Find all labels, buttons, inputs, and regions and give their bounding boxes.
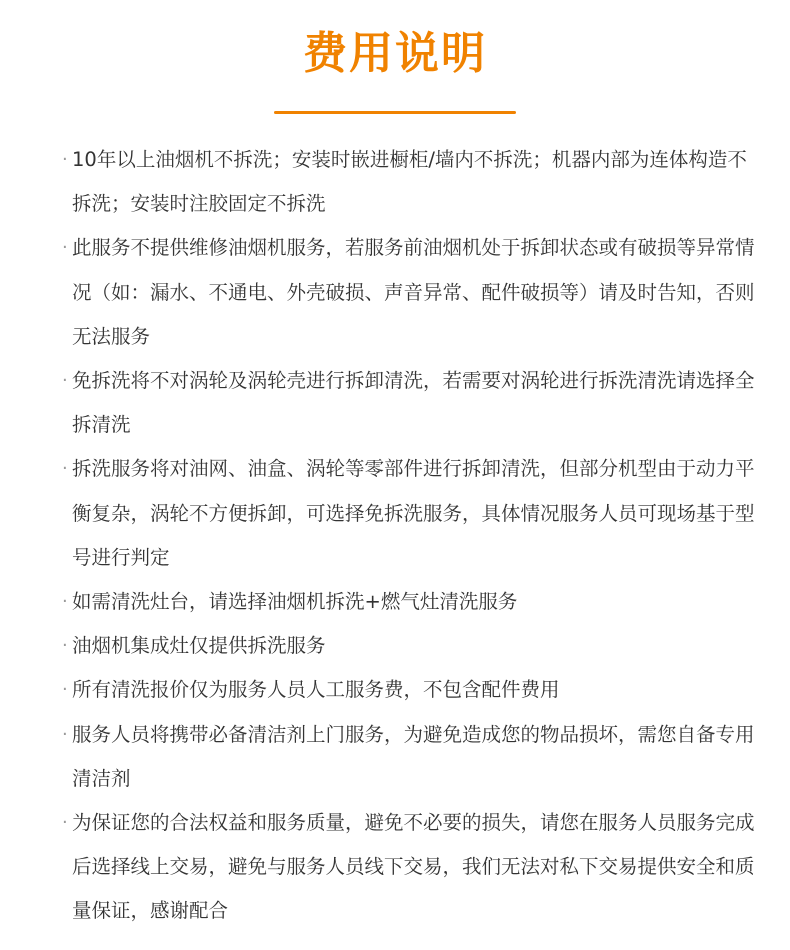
note-item: · 如需清洗灶台，请选择油烟机拆洗+燃气灶清洗服务	[62, 580, 762, 624]
page-title: 费用说明	[303, 28, 487, 79]
title-underline	[274, 111, 516, 114]
note-item: · 服务人员将携带必备清洁剂上门服务，为避免造成您的物品损坏，需您自备专用清洁剂	[62, 713, 762, 801]
note-item: · 拆洗服务将对油网、油盒、涡轮等零部件进行拆卸清洗，但部分机型由于动力平衡复杂，涡轮不方便拆卸，可选择免拆洗服务，具体情况服务人员可现场基于型号进行判定	[62, 447, 762, 580]
note-item: · 此服务不提供维修油烟机服务，若服务前油烟机处于拆卸状态或有破损等异常情况（如：漏水、不通电、外壳破损、声音异常、配件破损等）请及时告知，否则无法服务	[62, 226, 762, 359]
note-item: · 为保证您的合法权益和服务质量，避免不必要的损失，请您在服务人员服务完成后选择线上交易，避免与服务人员线下交易，我们无法对私下交易提供安全和质量保证，感谢配合	[62, 801, 762, 934]
note-item: · 10年以上油烟机不拆洗；安装时嵌进橱柜/墙内不拆洗；机器内部为连体构造不拆洗；安装时注胶固定不拆洗	[62, 138, 762, 226]
note-item: · 免拆洗将不对涡轮及涡轮壳进行拆卸清洗，若需要对涡轮进行拆洗清洗请选择全拆清洗	[62, 359, 762, 447]
note-item: · 油烟机集成灶仅提供拆洗服务	[62, 624, 762, 668]
fee-notes-list	[62, 138, 762, 934]
note-item: · 所有清洗报价仅为服务人员人工服务费，不包含配件费用	[62, 668, 762, 712]
